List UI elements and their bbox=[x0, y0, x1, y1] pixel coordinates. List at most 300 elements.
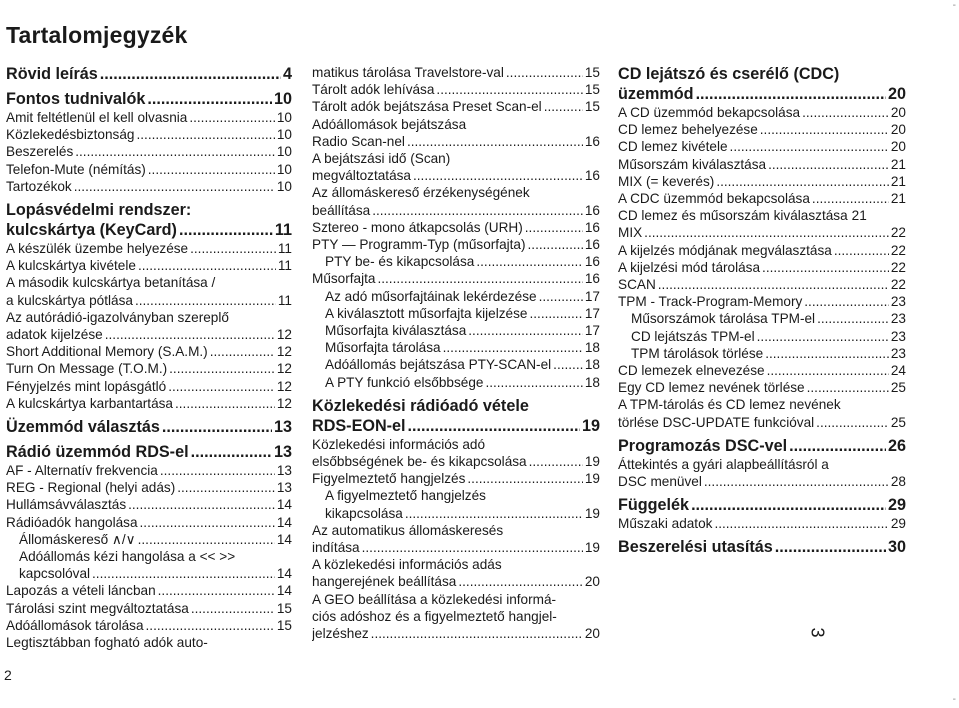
toc-entry[interactable] bbox=[6, 378, 292, 395]
toc-entry-text: A TPM-tárolás és CD lemez nevének bbox=[618, 397, 841, 413]
toc-page-number: 14 bbox=[276, 583, 292, 599]
toc-entry[interactable] bbox=[618, 138, 906, 155]
toc-entry-text: Műsorszámok tárolása TPM-el bbox=[631, 311, 816, 327]
toc-entry[interactable] bbox=[618, 242, 906, 259]
toc-page-number: 22 bbox=[890, 259, 906, 275]
toc-entry-text: A CDC üzemmód bekapcsolása bbox=[618, 191, 810, 207]
toc-page-number: 12 bbox=[276, 378, 292, 394]
toc-entry-text: MIX bbox=[618, 225, 643, 241]
toc-entry-text: Lopásvédelmi rendszer: bbox=[6, 201, 192, 220]
toc-entry[interactable] bbox=[312, 253, 600, 270]
toc-page-number: 13 bbox=[276, 480, 292, 496]
toc-entry-text: Az autórádió-igazolványban szereplő bbox=[6, 309, 229, 325]
toc-entry-text: Műszaki adatok bbox=[618, 516, 713, 532]
toc-page-number: 28 bbox=[890, 474, 906, 490]
toc-page-number: 11 bbox=[274, 221, 292, 240]
toc-entry-text: A PTY funkció elsőbbsége bbox=[325, 374, 484, 390]
toc-page-number: 21 bbox=[890, 191, 906, 207]
toc-page-number: 12 bbox=[276, 361, 292, 377]
dot-leader bbox=[160, 462, 275, 479]
toc-page-number: 21 bbox=[890, 173, 906, 189]
dot-leader bbox=[529, 305, 582, 322]
toc-page-number: 16 bbox=[584, 271, 600, 287]
toc-section-heading[interactable] bbox=[618, 64, 906, 104]
dot-leader bbox=[468, 322, 583, 339]
toc-page-number: 14 bbox=[276, 531, 292, 547]
toc-entry-text: Műsorszám kiválasztása bbox=[618, 156, 767, 172]
toc-page-number: 15 bbox=[584, 99, 600, 115]
toc-entry-text: Amit feltétlenül el kell olvasnia bbox=[6, 110, 188, 125]
toc-entry[interactable] bbox=[618, 224, 906, 241]
toc-entry-text: Turn On Message (T.O.M.) bbox=[6, 361, 168, 377]
toc-entry-text: A figyelmeztető hangjelzés bbox=[325, 488, 486, 504]
toc-entry-text: Adóállomások tárolása bbox=[6, 617, 144, 633]
toc-page-number: 11 bbox=[277, 258, 292, 274]
toc-page-number: 16 bbox=[584, 168, 600, 184]
toc-entry[interactable] bbox=[6, 126, 292, 143]
toc-entry-text: CD lemez és műsorszám kiválasztása bbox=[618, 208, 848, 224]
dot-leader bbox=[191, 600, 275, 617]
dot-leader bbox=[789, 436, 886, 456]
toc-page-number: 22 bbox=[890, 242, 906, 258]
toc-page-number: 13 bbox=[273, 443, 292, 462]
toc-entry-text: adatok kijelzése bbox=[6, 327, 103, 343]
dot-leader bbox=[767, 362, 889, 379]
dot-leader bbox=[179, 220, 273, 240]
toc-page-number: 10 bbox=[276, 110, 292, 125]
dot-leader bbox=[544, 98, 583, 115]
toc-page-number: 19 bbox=[581, 416, 600, 435]
dot-leader bbox=[92, 565, 275, 582]
toc-entry[interactable] bbox=[618, 379, 906, 396]
toc-page-number: 10 bbox=[276, 178, 292, 194]
toc-entry[interactable] bbox=[618, 190, 906, 207]
toc-entry[interactable] bbox=[6, 634, 292, 651]
corner-mark-bottom: - bbox=[952, 694, 956, 705]
toc-entry[interactable] bbox=[6, 531, 292, 548]
toc-entry[interactable] bbox=[312, 288, 600, 305]
toc-entry-text: A bejátszási idő (Scan) bbox=[312, 151, 451, 167]
toc-page-number: 17 bbox=[584, 288, 600, 304]
toc-entry-text: elsőbbségének be- és kikapcsolása bbox=[312, 454, 527, 470]
toc-entry-text: Áttekintés a gyári alapbeállításról a bbox=[618, 456, 829, 472]
dot-leader bbox=[644, 224, 889, 241]
toc-entry[interactable] bbox=[312, 98, 600, 115]
toc-page-number: 25 bbox=[890, 414, 906, 430]
toc-page-number: 19 bbox=[584, 471, 600, 487]
toc-entry[interactable] bbox=[312, 150, 600, 184]
toc-entry-text: MIX (= keverés) bbox=[618, 173, 715, 189]
toc-entry-text: kapcsolóval bbox=[19, 566, 91, 582]
toc-entry-text: AF - Alternatív frekvencia bbox=[6, 463, 158, 479]
toc-page-number: 10 bbox=[273, 90, 292, 108]
toc-entry-text: Adóállomások bejátszása bbox=[312, 116, 467, 132]
toc-entry[interactable] bbox=[312, 339, 600, 356]
toc-page-number: 11 bbox=[277, 241, 292, 257]
toc-entry-text: A GEO beállítása a közlekedési informá- bbox=[312, 591, 557, 607]
dot-leader bbox=[760, 121, 889, 138]
toc-column-3 bbox=[618, 64, 906, 557]
toc-entry[interactable] bbox=[312, 522, 600, 556]
toc-page-number: 26 bbox=[887, 436, 906, 455]
toc-entry-text: A kiválasztott műsorfajta kijelzése bbox=[325, 305, 528, 321]
dot-leader bbox=[168, 378, 275, 395]
dot-leader bbox=[162, 417, 272, 437]
toc-entry[interactable] bbox=[312, 487, 600, 521]
toc-page-number: 21 bbox=[890, 156, 906, 172]
toc-entry[interactable] bbox=[6, 479, 292, 496]
dot-leader bbox=[704, 473, 889, 490]
toc-entry-text: Az automatikus állomáskeresés bbox=[312, 522, 504, 538]
toc-entry-text: A kulcskártya karbantartása bbox=[6, 395, 173, 411]
dot-leader bbox=[362, 539, 583, 556]
toc-page-number: 20 bbox=[887, 85, 906, 103]
toc-page-number: 13 bbox=[276, 463, 292, 479]
toc-page-number: 17 bbox=[584, 305, 600, 321]
toc-entry-text: CD lemez kivétele bbox=[618, 139, 728, 155]
toc-entry-text: Közlekedésbiztonság bbox=[6, 127, 135, 143]
toc-page-number: 12 bbox=[276, 344, 292, 360]
toc-section-heading[interactable] bbox=[6, 417, 292, 437]
toc-page-number: 19 bbox=[584, 540, 600, 556]
toc-entry-text: A közlekedési információs adás bbox=[312, 557, 502, 573]
toc-entry-text: A második kulcskártya betanítása / bbox=[6, 275, 216, 291]
toc-page-number: 16 bbox=[584, 133, 600, 149]
toc-entry[interactable] bbox=[312, 470, 600, 487]
dot-leader bbox=[553, 356, 583, 373]
toc-entry[interactable] bbox=[312, 356, 600, 373]
toc-entry[interactable] bbox=[6, 600, 292, 617]
toc-entry-text: TPM - Track-Program-Memory bbox=[618, 294, 803, 310]
toc-entry-text: hangerejének beállítása bbox=[312, 574, 457, 590]
toc-entry-text: Sztereo - mono átkapcsolás (URH) bbox=[312, 219, 523, 235]
toc-page-number: 20 bbox=[890, 139, 906, 155]
toc-entry-text: beállítása bbox=[312, 202, 371, 218]
toc-entry[interactable] bbox=[312, 64, 600, 81]
toc-entry[interactable] bbox=[6, 496, 292, 513]
toc-entry[interactable] bbox=[618, 104, 906, 121]
toc-page-number: 17 bbox=[584, 323, 600, 339]
dot-leader bbox=[210, 343, 275, 360]
toc-entry[interactable] bbox=[6, 462, 292, 479]
dot-leader bbox=[146, 617, 275, 634]
toc-page-number: 15 bbox=[584, 82, 600, 98]
toc-page-number: 15 bbox=[276, 600, 292, 616]
toc-section-heading[interactable] bbox=[6, 89, 292, 109]
dot-leader bbox=[189, 109, 275, 126]
toc-entry-text: Short Additional Memory (S.A.M.) bbox=[6, 344, 208, 360]
toc-page-number: 12 bbox=[276, 395, 292, 411]
dot-leader bbox=[802, 104, 889, 121]
dot-leader bbox=[834, 242, 889, 259]
toc-entry-text: Üzemmód választás bbox=[6, 418, 160, 437]
toc-entry[interactable] bbox=[312, 219, 600, 236]
dot-leader bbox=[768, 156, 889, 173]
toc-entry[interactable] bbox=[312, 591, 600, 643]
toc-entry[interactable] bbox=[618, 156, 906, 173]
toc-entry[interactable] bbox=[312, 270, 600, 287]
toc-entry-text: SCAN bbox=[618, 277, 656, 293]
dot-leader bbox=[408, 416, 580, 436]
toc-entry[interactable] bbox=[312, 81, 600, 98]
toc-entry[interactable] bbox=[312, 374, 600, 391]
toc-entry[interactable] bbox=[618, 456, 906, 490]
toc-page-number: 22 bbox=[890, 225, 906, 241]
toc-entry-text: Műsorfajta kiválasztása bbox=[325, 323, 467, 339]
toc-entry-text: törlése DSC-UPDATE funkcióval bbox=[618, 414, 815, 430]
toc-entry-text: Tárolt adók lehívása bbox=[312, 82, 435, 98]
toc-page-number: 24 bbox=[890, 363, 906, 379]
toc-page-number: 23 bbox=[890, 294, 906, 310]
toc-entry-text: Legtisztábban fogható adók auto- bbox=[6, 635, 208, 651]
toc-entry-text: Adóállomás kézi hangolása a << >> bbox=[19, 549, 236, 565]
toc-entry[interactable] bbox=[6, 360, 292, 377]
dot-leader bbox=[775, 537, 886, 557]
toc-entry-text: Fényjelzés mint lopásgátló bbox=[6, 378, 167, 394]
toc-entry-text: Radio Scan-nel bbox=[312, 133, 405, 149]
toc-entry[interactable] bbox=[6, 143, 292, 160]
toc-page-number: 14 bbox=[276, 514, 292, 530]
toc-entry[interactable] bbox=[312, 556, 600, 590]
toc-page-number: 12 bbox=[276, 327, 292, 343]
toc-entry[interactable] bbox=[618, 207, 906, 224]
dot-leader bbox=[529, 453, 583, 470]
toc-page-number: 20 bbox=[890, 105, 906, 120]
toc-entry-text: Rövid leírás bbox=[6, 65, 98, 83]
toc-page-number: 23 bbox=[890, 328, 906, 344]
toc-entry-text: TPM tárolások törlése bbox=[631, 345, 764, 361]
toc-entry[interactable] bbox=[618, 515, 906, 532]
toc-section-heading[interactable] bbox=[6, 442, 292, 462]
dot-leader bbox=[147, 89, 272, 109]
toc-entry-text: CD lemezek elnevezése bbox=[618, 363, 765, 379]
toc-page-number: 4 bbox=[282, 65, 292, 83]
toc-entry[interactable] bbox=[618, 362, 906, 379]
dot-leader bbox=[458, 573, 583, 590]
toc-entry[interactable] bbox=[6, 257, 292, 274]
dot-leader bbox=[135, 292, 276, 309]
toc-entry-text: Beszerelés bbox=[6, 144, 74, 160]
dot-leader bbox=[716, 173, 889, 190]
dot-leader bbox=[714, 515, 888, 532]
dot-leader bbox=[140, 514, 275, 531]
right-page-number: 3 bbox=[807, 627, 828, 638]
toc-column-2 bbox=[312, 64, 600, 642]
dot-leader bbox=[696, 84, 886, 104]
toc-entry-text: A kijelzési mód tárolása bbox=[618, 259, 761, 275]
toc-page-number: 14 bbox=[276, 497, 292, 513]
toc-page-number: 29 bbox=[890, 516, 906, 532]
toc-section-heading[interactable] bbox=[6, 64, 292, 84]
toc-page-number: 18 bbox=[584, 374, 600, 390]
toc-page-number: 19 bbox=[584, 505, 600, 521]
toc-entry[interactable] bbox=[618, 276, 906, 293]
toc-entry-text: REG - Regional (helyi adás) bbox=[6, 480, 176, 496]
toc-entry-text: Rádió üzemmód RDS-el bbox=[6, 443, 189, 462]
page-title: Tartalomjegyzék bbox=[6, 22, 188, 48]
toc-entry[interactable] bbox=[618, 328, 906, 345]
toc-section-heading[interactable] bbox=[312, 396, 600, 436]
toc-entry[interactable] bbox=[6, 343, 292, 360]
toc-entry[interactable] bbox=[312, 184, 600, 218]
toc-entry[interactable] bbox=[618, 310, 906, 327]
dot-leader bbox=[177, 479, 275, 496]
dot-leader bbox=[443, 339, 583, 356]
toc-entry-text: Műsorfajta tárolása bbox=[325, 340, 441, 356]
toc-section-heading[interactable] bbox=[618, 495, 906, 515]
toc-page-number: 20 bbox=[584, 574, 600, 590]
dot-leader bbox=[138, 531, 275, 548]
toc-entry-text: Egy CD lemez nevének törlése bbox=[618, 380, 805, 396]
toc-entry[interactable] bbox=[312, 322, 600, 339]
dot-leader bbox=[528, 236, 583, 253]
toc-page-number: 25 bbox=[890, 380, 906, 396]
toc-section-heading[interactable] bbox=[6, 200, 292, 240]
dot-leader bbox=[807, 379, 889, 396]
dot-leader bbox=[804, 293, 889, 310]
toc-page-number: 11 bbox=[277, 292, 292, 308]
toc-page-number: 10 bbox=[276, 161, 292, 177]
dot-leader bbox=[190, 240, 276, 257]
toc-entry-text: CD lejátszó és cserélő (CDC) bbox=[618, 65, 840, 83]
toc-entry[interactable] bbox=[312, 236, 600, 253]
dot-leader bbox=[158, 582, 275, 599]
dot-leader bbox=[691, 495, 886, 515]
toc-entry[interactable] bbox=[312, 436, 600, 470]
toc-page-number: 22 bbox=[890, 277, 906, 293]
toc-entry[interactable] bbox=[6, 395, 292, 412]
toc-entry-text: matikus tárolása Travelstore-val bbox=[312, 65, 504, 80]
toc-entry-text: Műsorfajta bbox=[312, 271, 376, 287]
toc-entry-text: Az állomáskereső érzékenységének bbox=[312, 185, 530, 201]
toc-entry-text: CD lejátszás TPM-el bbox=[631, 328, 755, 344]
toc-entry[interactable] bbox=[618, 121, 906, 138]
toc-entry-text: Állomáskereső ∧/∨ bbox=[19, 531, 136, 547]
toc-entry[interactable] bbox=[6, 109, 292, 126]
toc-entry-text: a kulcskártya pótlása bbox=[6, 292, 133, 308]
dot-leader bbox=[817, 310, 889, 327]
toc-entry[interactable] bbox=[6, 617, 292, 634]
toc-entry-text: Hullámsávválasztás bbox=[6, 497, 127, 513]
toc-entry[interactable] bbox=[618, 396, 906, 430]
toc-page-number: 16 bbox=[584, 237, 600, 253]
toc-section-heading[interactable] bbox=[618, 436, 906, 456]
toc-page-number: 18 bbox=[584, 357, 600, 373]
toc-entry-text: Beszerelési utasítás bbox=[618, 538, 773, 557]
toc-entry[interactable] bbox=[6, 548, 292, 582]
dot-leader bbox=[372, 202, 583, 219]
dot-leader bbox=[175, 395, 275, 412]
toc-entry-text: Tárolási szint megváltoztatása bbox=[6, 600, 189, 616]
dot-leader bbox=[812, 190, 889, 207]
dot-leader bbox=[148, 161, 275, 178]
toc-entry-text: Telefon-Mute (némítás) bbox=[6, 161, 146, 177]
dot-leader bbox=[191, 442, 272, 462]
toc-page-number: 16 bbox=[584, 202, 600, 218]
toc-entry-text: CD lemez behelyezése bbox=[618, 122, 758, 138]
toc-entry[interactable] bbox=[6, 309, 292, 343]
toc-page-number: 15 bbox=[276, 617, 292, 633]
toc-entry-text: Programozás DSC-vel bbox=[618, 436, 788, 455]
toc-entry-text: Tárolt adók bejátszása Preset Scan-el bbox=[312, 99, 542, 115]
toc-entry-text: A kulcskártya kivétele bbox=[6, 258, 136, 274]
toc-entry-text: A készülék üzembe helyezése bbox=[6, 241, 189, 257]
toc-entry-text: A kijelzés módjának megválasztása bbox=[618, 242, 832, 258]
toc-entry-text: jelzéshez bbox=[312, 626, 369, 642]
dot-leader bbox=[413, 167, 583, 184]
dot-leader bbox=[169, 360, 275, 377]
toc-entry[interactable] bbox=[618, 259, 906, 276]
toc-entry[interactable] bbox=[618, 173, 906, 190]
toc-page-number: 19 bbox=[584, 454, 600, 470]
dot-leader bbox=[730, 138, 889, 155]
toc-entry-text: Az adó műsorfajtáinak lekérdezése bbox=[325, 288, 537, 304]
toc-entry-text: Közlekedési rádióadó vétele bbox=[312, 396, 529, 415]
dot-leader bbox=[74, 178, 275, 195]
toc-entry[interactable] bbox=[312, 116, 600, 150]
toc-page-number: 20 bbox=[890, 122, 906, 138]
dot-leader bbox=[757, 328, 889, 345]
toc-entry[interactable] bbox=[6, 178, 292, 195]
dot-leader bbox=[136, 126, 274, 143]
toc-entry-text: Függelék bbox=[618, 496, 690, 515]
toc-entry-text: RDS-EON-el bbox=[312, 416, 406, 435]
toc-page-number: 13 bbox=[273, 418, 292, 437]
toc-page-number: 21 bbox=[851, 208, 867, 224]
toc-entry[interactable] bbox=[312, 305, 600, 322]
toc-page-number: 23 bbox=[890, 311, 906, 327]
toc-page-number: 16 bbox=[584, 254, 600, 270]
toc-entry-text: PTY — Programm-Typ (műsorfajta) bbox=[312, 237, 526, 253]
toc-column-1 bbox=[6, 64, 292, 651]
dot-leader bbox=[476, 253, 583, 270]
toc-entry-text: Lapozás a vételi láncban bbox=[6, 583, 156, 599]
toc-entry-text: kikapcsolása bbox=[325, 505, 403, 521]
dot-leader bbox=[100, 64, 281, 84]
dot-leader bbox=[658, 276, 889, 293]
dot-leader bbox=[506, 64, 583, 81]
toc-entry-text: megváltoztatása bbox=[312, 168, 411, 184]
toc-page-number: 10 bbox=[276, 144, 292, 160]
toc-page-number: 23 bbox=[890, 345, 906, 361]
dot-leader bbox=[539, 288, 583, 305]
toc-page-number: 30 bbox=[887, 538, 906, 557]
toc-entry-text: Adóállomás bejátszása PTY-SCAN-el bbox=[325, 357, 552, 373]
dot-leader bbox=[377, 270, 582, 287]
toc-section-heading[interactable] bbox=[618, 537, 906, 557]
toc-entry-text: kulcskártya (KeyCard) bbox=[6, 221, 177, 240]
toc-entry[interactable] bbox=[6, 582, 292, 599]
toc-entry-text: Figyelmeztető hangjelzés bbox=[312, 471, 466, 487]
toc-entry-text: Rádióadók hangolása bbox=[6, 514, 138, 530]
toc-entry[interactable] bbox=[6, 274, 292, 308]
toc-entry[interactable] bbox=[618, 345, 906, 362]
dot-leader bbox=[405, 505, 583, 522]
toc-entry-text: üzemmód bbox=[618, 85, 694, 103]
toc-entry-text: ciós adóshoz és a figyelmeztető hangjel- bbox=[312, 608, 557, 624]
toc-entry-text: Fontos tudnivalók bbox=[6, 90, 146, 108]
toc-entry[interactable] bbox=[6, 240, 292, 257]
dot-leader bbox=[467, 470, 582, 487]
toc-entry[interactable] bbox=[6, 161, 292, 178]
left-page-number: 2 bbox=[4, 667, 12, 683]
dot-leader bbox=[138, 257, 276, 274]
dot-leader bbox=[407, 133, 583, 150]
toc-entry[interactable] bbox=[6, 514, 292, 531]
toc-page-number: 16 bbox=[584, 219, 600, 235]
toc-entry[interactable] bbox=[618, 293, 906, 310]
toc-page-number: 14 bbox=[276, 566, 292, 582]
